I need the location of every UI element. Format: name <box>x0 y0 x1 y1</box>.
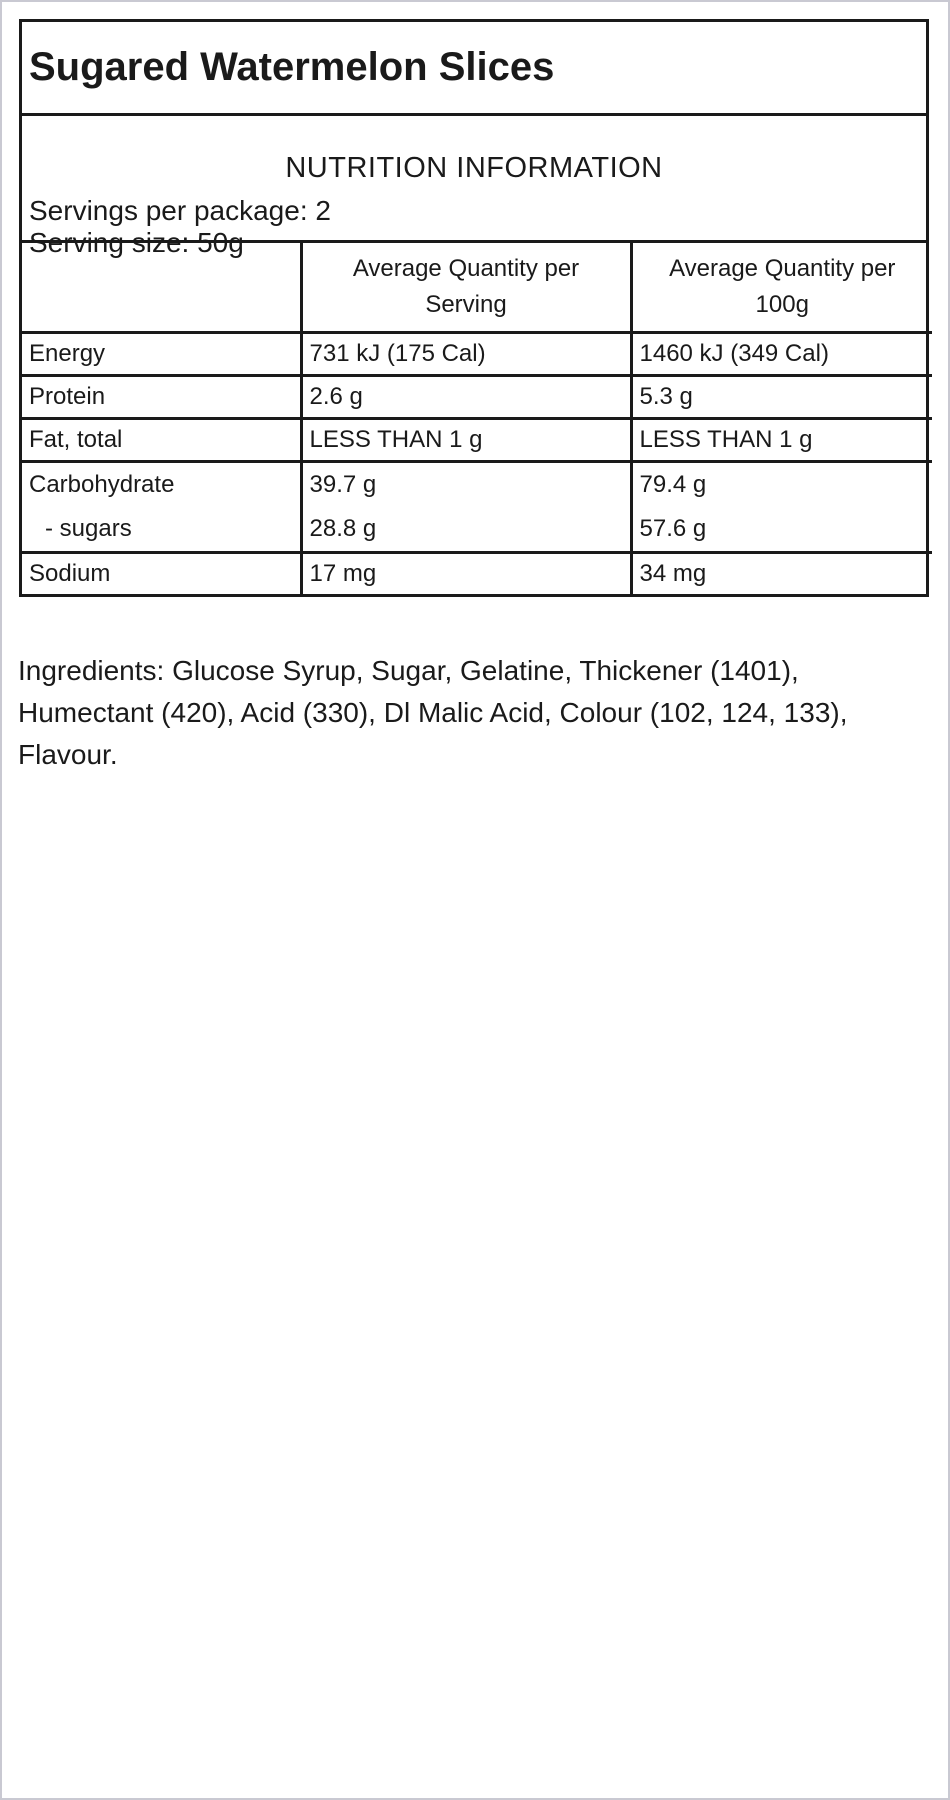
product-title-row <box>22 22 926 116</box>
nutrient-name: Protein <box>22 376 301 419</box>
per-serving-value: LESS THAN 1 g <box>301 419 631 462</box>
table-row <box>22 462 932 553</box>
nutrient-name: Sodium <box>22 553 301 595</box>
nutrition-heading: NUTRITION INFORMATION <box>285 152 663 184</box>
sub-per-serving-value: 28.8 g <box>309 515 377 542</box>
table-row <box>22 553 932 595</box>
sub-per-100g-value: 57.6 g <box>639 515 707 542</box>
per-100g-value: 1460 kJ (349 Cal) <box>631 333 932 376</box>
nutrient-name: Carbohydrate <box>29 471 175 498</box>
table-row <box>22 376 932 419</box>
sub-nutrient-name: - sugars <box>45 515 132 542</box>
nutrient-name: Fat, total <box>22 419 301 462</box>
per-serving-column-header: Average Quantity per Serving <box>301 243 631 333</box>
per-100g-cell <box>631 462 932 553</box>
per-100g-value: 5.3 g <box>631 376 932 419</box>
per-serving-value: 2.6 g <box>301 376 631 419</box>
nutrient-name: Energy <box>22 333 301 376</box>
per-serving-cell <box>301 462 631 553</box>
per-serving-value: 17 mg <box>301 553 631 595</box>
per-serving-value: 731 kJ (175 Cal) <box>301 333 631 376</box>
ingredients-list: Ingredients: Glucose Syrup, Sugar, Gelatine, Thickener (1401), Humectant (420), Acid (330), Dl Malic Acid, Colour (102, 124, 133), Flavour. <box>18 655 848 770</box>
serving-size: Serving size: 50g <box>29 227 244 258</box>
nutrition-header <box>22 116 926 258</box>
per-100g-value: 79.4 g <box>639 471 707 498</box>
table-row <box>22 333 932 376</box>
servings-per-package: Servings per package: 2 <box>29 195 331 226</box>
product-title: Sugared Watermelon Slices <box>29 45 555 89</box>
nutrition-table <box>22 243 932 594</box>
table-row <box>22 419 932 462</box>
nutrition-panel <box>19 19 929 597</box>
per-100g-column-header: Average Quantity per 100g <box>631 243 932 333</box>
per-100g-value: LESS THAN 1 g <box>631 419 932 462</box>
per-100g-value: 34 mg <box>631 553 932 595</box>
nutrient-name-cell <box>22 462 301 553</box>
per-serving-value: 39.7 g <box>309 471 377 498</box>
